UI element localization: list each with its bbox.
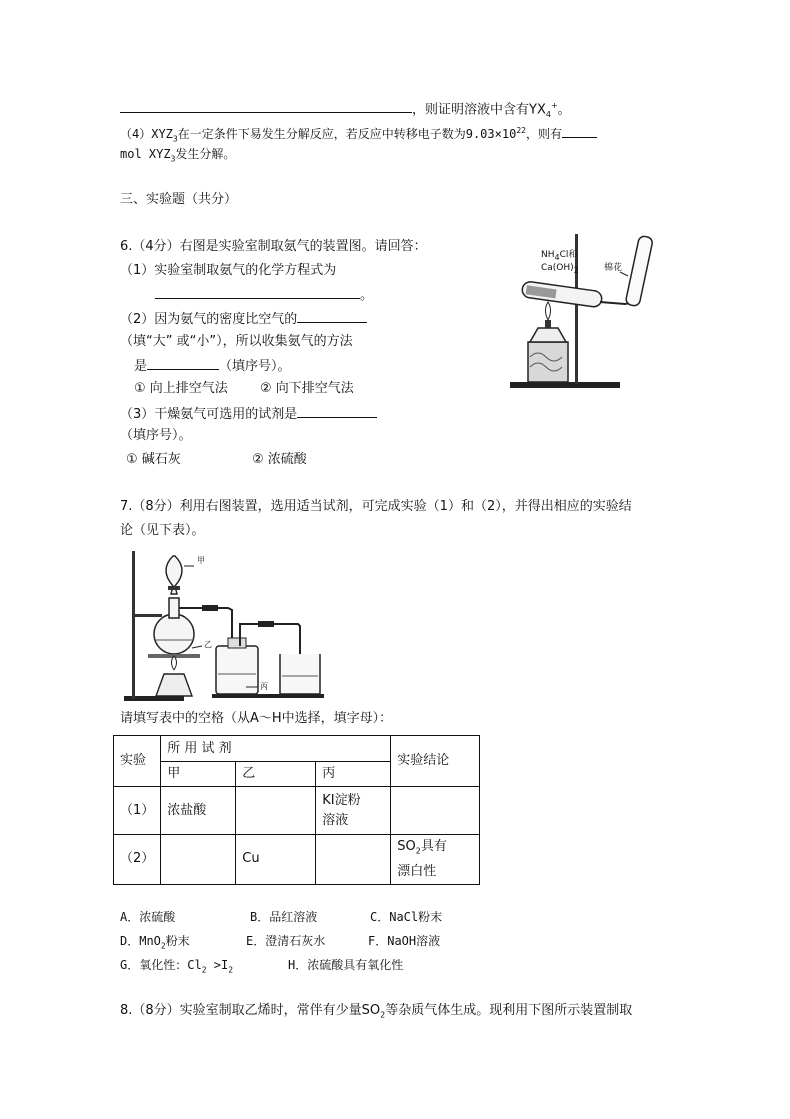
- header-jia: 甲: [161, 762, 236, 787]
- label-jia: 甲: [197, 556, 205, 565]
- q7-instruction: 请填写表中的空格（从A～H中选择，填字母）：: [120, 711, 393, 726]
- cell-conclusion: $SO_2$具有 漂白性: [391, 835, 480, 885]
- q4-line2: mol $XYZ_3$发生分解。: [120, 147, 236, 164]
- cell-bing: [316, 835, 391, 885]
- blank: [297, 309, 367, 323]
- q6-part3-hint: （填序号）。: [120, 428, 192, 443]
- q6-part2: （2）因为氨气的密度比空气的: [120, 309, 367, 329]
- option-c: C．NaCl粉末: [370, 910, 443, 924]
- label-nh4cl: $NH_4Cl$和: [541, 250, 578, 262]
- q8-stem: 8.（8分）实验室制取乙烯时，常伴有少量$SO_2$等杂质气体生成。现利用下图所示装置制取: [120, 1003, 633, 1020]
- header-experiment: 实验: [114, 736, 161, 787]
- q6-option-b: ② 向下排空气法: [260, 381, 354, 396]
- option-g: G．氧化性：$Cl_2 >I_2$: [120, 958, 234, 975]
- cell-yi: Cu: [236, 835, 316, 885]
- table-row: [114, 787, 480, 835]
- cell-yi: [236, 787, 316, 835]
- q6-option-d: ② 浓硫酸: [252, 452, 307, 467]
- gas-apparatus-figure: [118, 546, 330, 704]
- section-heading: 三、实验题（共分）: [120, 192, 238, 207]
- row-label: （2）: [114, 835, 161, 885]
- blank: [155, 285, 360, 299]
- option-f: F．NaOH溶液: [368, 934, 441, 948]
- q6-option-c: ① 碱石灰: [126, 452, 181, 467]
- q6-stem: 6.（4分）右图是实验室制取氨气的装置图。请回答：: [120, 239, 427, 254]
- header-conclusion: 实验结论: [391, 736, 480, 787]
- cell-conclusion: [391, 787, 480, 835]
- q7-stem-2: 论（见下表）。: [120, 523, 205, 538]
- option-d: D．MnO$_2$粉末: [120, 934, 190, 951]
- cell-jia: [161, 835, 236, 885]
- blank: [120, 99, 412, 113]
- q6-part2-method: 是 （填序号）。: [134, 356, 291, 376]
- header-yi: 乙: [236, 762, 316, 787]
- header-reagents: 所 用 试 剂: [161, 736, 391, 762]
- label-caoh2: $Ca(OH)_2$: [541, 263, 579, 275]
- label-cotton: 棉花: [604, 263, 623, 273]
- option-b: B．品红溶液: [250, 910, 318, 924]
- q6-part3: （3）干燥氨气可选用的试剂是: [120, 404, 377, 424]
- blank: [147, 356, 219, 370]
- label-bing: 丙: [260, 682, 268, 691]
- blank: [562, 124, 597, 138]
- option-e: E．澄清石灰水: [246, 934, 326, 948]
- q6-part2-hint: （填“大” 或“小”），所以收集氨气的方法: [120, 334, 353, 349]
- option-h: H．浓硫酸具有氧化性: [288, 958, 404, 972]
- apparatus-drawing: [500, 232, 670, 394]
- q6-part1: （1）实验室制取氨气的化学方程式为: [120, 263, 337, 278]
- q7-stem-1: 7.（8分）利用右图装置，选用适当试剂，可完成实验（1）和（2），并得出相应的实验结: [120, 499, 632, 514]
- q7-table: [113, 735, 480, 885]
- table-row: [114, 835, 480, 885]
- header-bing: 丙: [316, 762, 391, 787]
- option-a: A．浓硫酸: [120, 910, 176, 924]
- q4-line1: $(4)XYZ_3$在一定条件下易发生分解反应，若反应中转移电子数为$9.03\times 10^{22}$，则有: [120, 122, 597, 148]
- apparatus-drawing: [118, 546, 330, 704]
- row-label: （1）: [114, 787, 161, 835]
- cell-bing: KI淀粉 溶液: [316, 787, 391, 835]
- label-yi: 乙: [204, 640, 212, 649]
- q6-option-a: ① 向上排空气法: [134, 381, 228, 396]
- cell-jia: 浓盐酸: [161, 787, 236, 835]
- blank: [297, 404, 377, 418]
- ammonia-apparatus-figure: [500, 232, 670, 394]
- q6-part1-answer: 。: [155, 285, 373, 305]
- answer-line-top: ，则证明溶液中含有$YX_4^+$。: [120, 97, 571, 124]
